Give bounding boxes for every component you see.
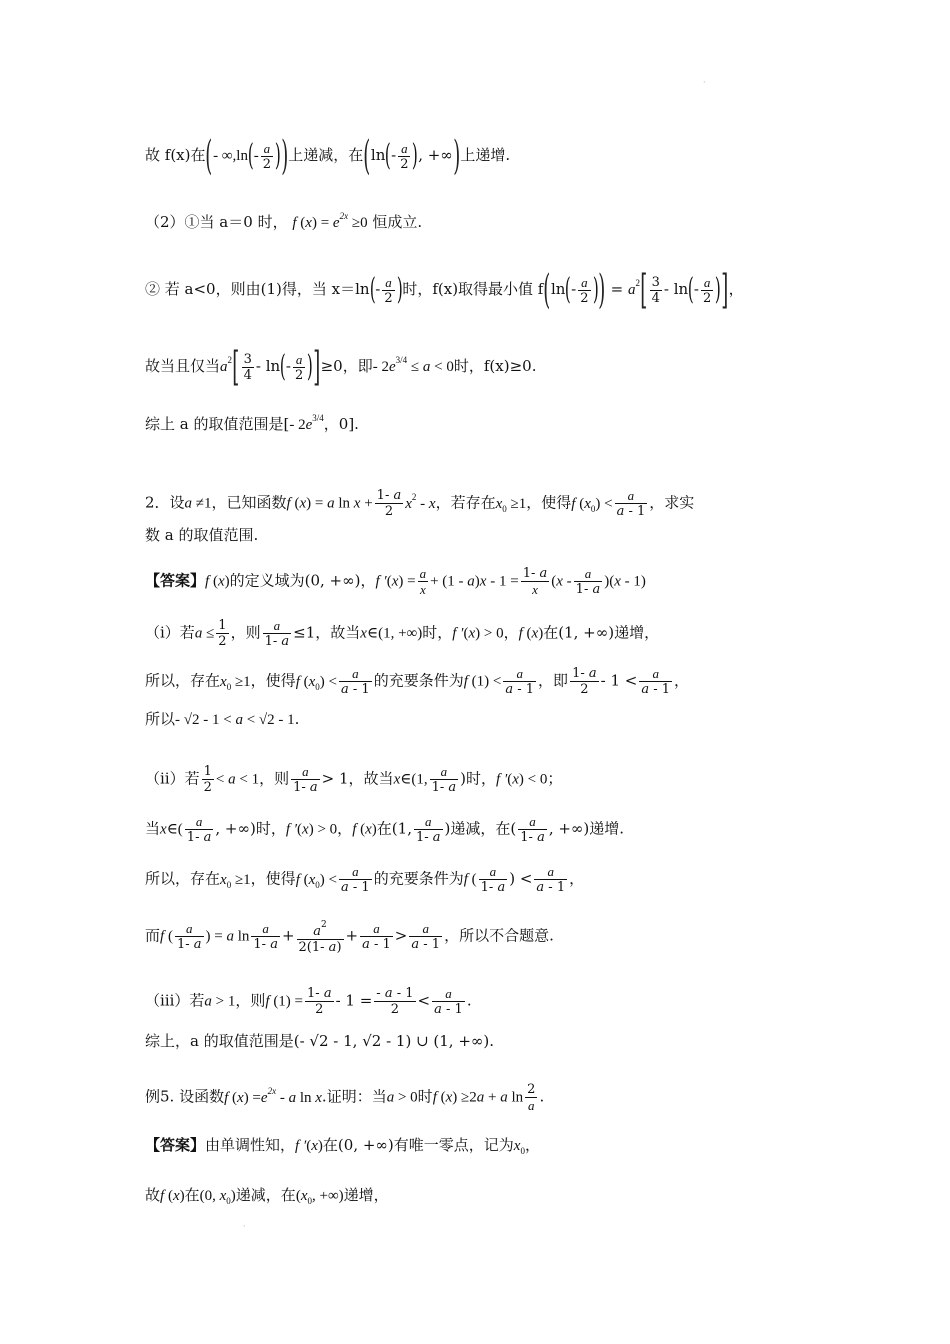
fraction: $\frac{1- a}{2}$: [572, 666, 597, 697]
fraction: $\frac{a}{2}$: [580, 274, 589, 306]
fraction: $\frac{a}{1- a}$: [293, 764, 318, 795]
fraction: $\frac{a}{2}$: [400, 140, 409, 172]
fraction: $\frac{a}{a - 1}$: [434, 986, 463, 1017]
fraction: $\frac{a}{2}$: [295, 351, 304, 383]
fraction: $\frac{1- a}{x}$: [522, 566, 548, 597]
fraction: $\frac{a}{a - 1}$: [616, 488, 646, 519]
fraction: $\frac{1}{2}$: [203, 764, 212, 795]
line-summary-range: 综上 a 的取值范围是[- $2e^{3/4}$，0].: [145, 413, 359, 433]
page-mark: ·: [243, 1222, 246, 1231]
fraction: $\frac{a}{x}$: [419, 566, 427, 597]
fraction: $\frac{a}{1- a}$: [575, 566, 601, 597]
fraction: $\frac{a}{1- a}$: [176, 921, 202, 952]
fraction: $\frac{a}{1- a}$: [186, 814, 212, 845]
fraction: $\frac{1- a}{2}$: [307, 986, 332, 1017]
line-case-a-negative: ② 若 a<0，则由(1)得，当 x＝ln(- $\frac{a}{2}$ )时，f(x)取得最小值 f(ln(- $\frac{a}{2}$ )) = $a^2$[ $\frac{3}{4}$ - ln(- $\frac{a}{2}$ )]，: [145, 267, 744, 313]
fraction: $\frac{a}{a - 1}$: [505, 666, 535, 697]
case-i-line-3: 所以- √2 - 1 < a < √2 - 1.: [145, 710, 300, 728]
case-ii-line-3: 所以，存在$x_0 \ge 1$，使得f $(x_0)$ < $\frac{a}{a - 1}$ 的充要条件为f ( $\frac{a}{1- a}$ ) < $\frac{a}{a - 1}$ ，: [145, 864, 585, 895]
fraction: $\frac{a}{a - 1}$: [641, 666, 671, 697]
fraction: $\frac{2}{a}$: [527, 1082, 536, 1113]
fraction: $\frac{a}{a - 1}$: [411, 921, 441, 952]
fraction: $\frac{a}{a - 1}$: [362, 921, 391, 952]
fraction: $\frac{a}{1- a}$: [480, 864, 506, 895]
answer-domain-derivative: 【答案】f (x)的定义域为(0, +∞)，f ′(x) = $\frac{a}{x}$ + (1 - a)x - 1 = $\frac{1- a}{x}$ (x - $\frac{a}{1- a}$ )(x - 1): [145, 566, 646, 597]
fraction: $\frac{a}{2}$: [702, 274, 712, 306]
line-case-a-zero: （2）①当 a＝0 时， f $(x) = e^{2x} \ge 0$ 恒成立.: [145, 211, 423, 231]
fraction: $\frac{1}{2}$: [218, 618, 227, 649]
fraction: $\frac{a}{2}$: [262, 140, 271, 172]
monotonic-intervals-line: 故f (x)在(0, $x_0$)递减，在($x_0$, +∞)递增，: [145, 1186, 389, 1206]
fraction: $\frac{3}{4}$: [243, 351, 252, 383]
case-iii-line: （ⅲ）若a > 1，则f (1) = $\frac{1- a}{2}$ - 1 = $\frac{- a - 1}{2}$ < $\frac{a}{a - 1}$ .: [145, 986, 472, 1017]
page-mark: ·: [703, 78, 706, 87]
fraction: $\frac{a}{1- a}$: [264, 618, 290, 649]
fraction: $\frac{3}{4}$: [651, 274, 660, 306]
fraction: $\frac{a}{1- a}$: [431, 764, 457, 795]
case-ii-line-4: 而f ( $\frac{a}{1- a}$ ) = a ln $\frac{a}{1- a}$ + $\frac{a^2}{2(1- a)}$ + $\frac{a}{a - 1}$ > $\frac{a}{a - 1}$ ，所以不合题意.: [145, 920, 554, 955]
line-decreasing-increasing: 故 f(x)在(- ∞,ln(- $\frac{a}{2}$ ))上递减，在(ln(- $\frac{a}{2}$ ), +∞)上递增.: [145, 133, 511, 179]
fraction: $\frac{a}{a - 1}$: [341, 666, 370, 697]
fraction: $\frac{a}{1- a}$: [253, 921, 278, 952]
problem-2-statement-cont: 数 a 的取值范围.: [145, 526, 259, 544]
case-i-line-1: （ⅰ）若a ≤ $\frac{1}{2}$ ，则 $\frac{a}{1- a}$ ≤1，故当x∈(1, +∞)时，f ′(x) > 0，f (x)在(1, +∞)递增，: [145, 618, 660, 649]
case-ii-line-2: 当x∈( $\frac{a}{1- a}$ , +∞)时，f ′(x) > 0，f (x)在(1, $\frac{a}{1- a}$ )递减，在( $\frac{a}{1- a}$ , +∞)递增.: [145, 814, 625, 845]
fraction: $\frac{a}{1- a}$: [415, 814, 441, 845]
answer-zero-point: 【答案】由单调性知，f ′(x)在(0, +∞)有唯一零点，记为$x_0$，: [145, 1136, 540, 1156]
case-ii-line-1: （ⅱ）若 $\frac{1}{2}$ < a < 1，则 $\frac{a}{1- a}$ > 1，故当x∈(1, $\frac{a}{1- a}$ )时，f ′(x) < 0；: [145, 764, 563, 795]
example-5-statement: 例5. 设函数f $(x) =e^{2x} - a$ ln x.证明：当a > 0时f (x) ≥2a + a ln $\frac{2}{a}$ .: [145, 1082, 545, 1113]
summary-range-line: 综上，a 的取值范围是(- √2 - 1, √2 - 1) ∪ (1, +∞).: [145, 1032, 495, 1050]
line-iff-condition: 故当且仅当$a^2$[ $\frac{3}{4}$ - ln(- $\frac{a}{2}$ )]≥0，即- $2e^{3/4} \le a < 0$时，f(x)≥0.: [145, 344, 537, 390]
fraction: $\frac{a}{2}$: [384, 274, 393, 306]
case-i-line-2: 所以，存在$x_0 \ge 1$，使得f $(x_0)$ < $\frac{a}{a - 1}$ 的充要条件为f (1) < $\frac{a}{a - 1}$ ，即 $\frac{1- a}{2}$ - 1 < $\frac{a}{a - 1}$ ，: [145, 666, 690, 697]
fraction: $\frac{a}{a - 1}$: [536, 864, 566, 895]
fraction: $\frac{- a - 1}{2}$: [376, 986, 414, 1017]
problem-2-statement: 2．设a ≠1，已知函数f (x) = a ln x + $\frac{1- a}{2}$ $x^2$ - x，若存在$x_0 \ge 1$，使得f $(x_0)$ < $\frac{a}{a - 1}$ ，求实: [145, 488, 695, 519]
fraction: $\frac{a}{a - 1}$: [341, 864, 370, 895]
fraction: $\frac{a}{1- a}$: [520, 814, 545, 845]
fraction: $\frac{a^2}{2(1- a)}$: [298, 920, 342, 955]
fraction: $\frac{1- a}{2}$: [376, 488, 402, 519]
